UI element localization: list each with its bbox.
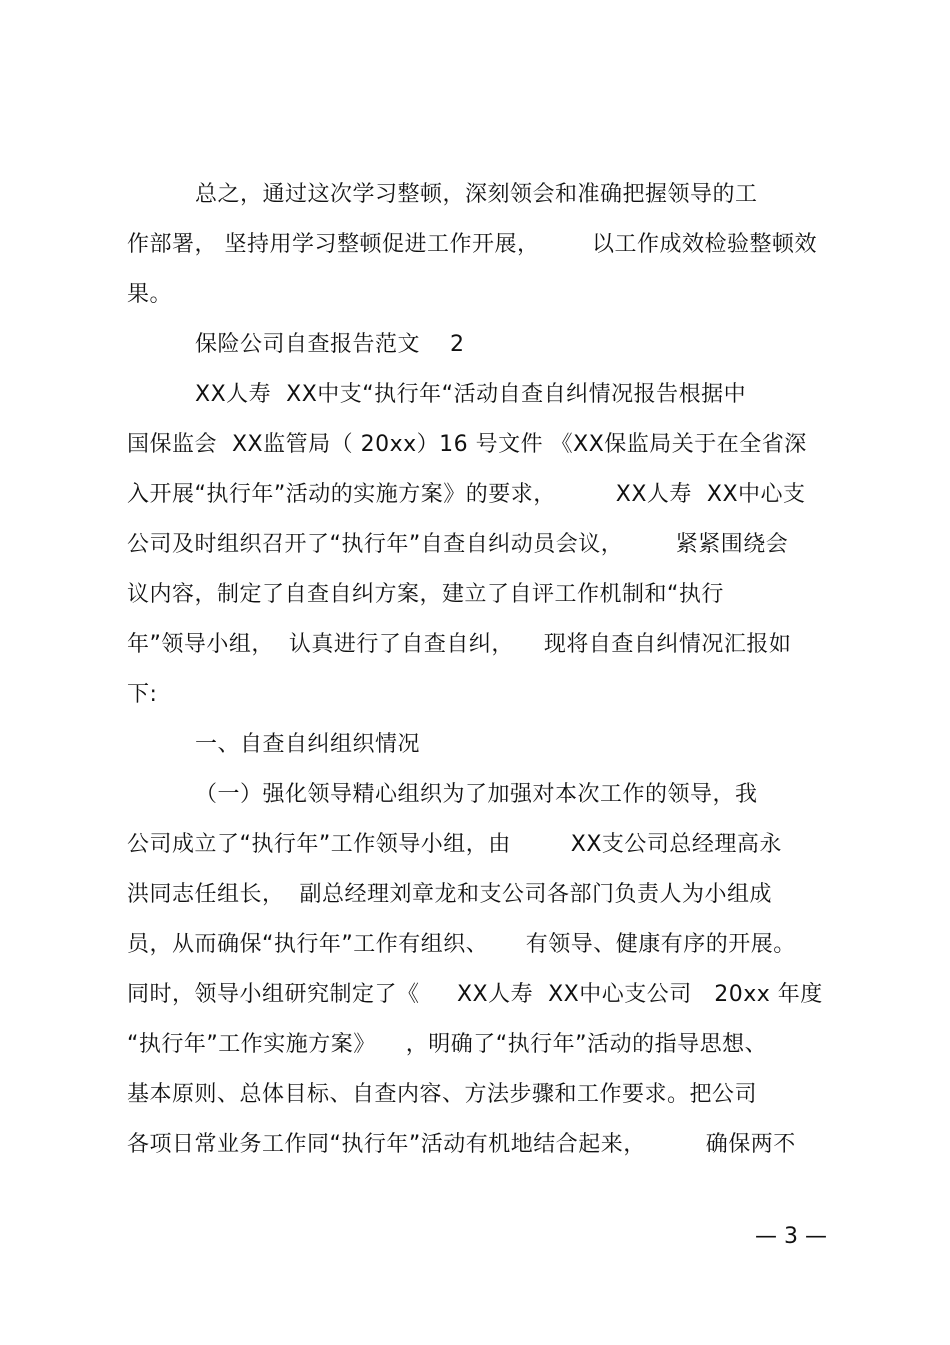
text-line: 国保监会 XX监管局（ 20xx）16 号文件 《XX保监局关于在全省深: [127, 432, 807, 457]
text-line: “执行年”工作实施方案》 ，明确了“执行年”活动的指导思想、: [127, 1032, 768, 1057]
text-line: 基本原则、总体目标、自查内容、方法步骤和工作要求。把公司: [127, 1082, 758, 1107]
text-line: 公司成立了“执行年”工作领导小组，由 XX支公司总经理高永: [127, 832, 782, 857]
text-line: 议内容，制定了自查自纠方案，建立了自评工作机制和“执行: [127, 582, 724, 607]
section-heading: 保险公司自查报告范文 2: [195, 332, 465, 357]
text-line: 入开展“执行年”活动的实施方案》的要求， XX人寿 XX中心支: [127, 482, 806, 507]
text-line: 同时，领导小组研究制定了《 XX人寿 XX中心支公司 20xx 年度: [127, 982, 823, 1007]
text-line: 下:: [127, 682, 158, 707]
text-line: 年”领导小组， 认真进行了自查自纠， 现将自查自纠情况汇报如: [127, 632, 792, 657]
text-line: XX人寿 XX中支“执行年“活动自查自纠情况报告根据中: [195, 382, 747, 407]
text-line: 洪同志任组长， 副总经理刘章龙和支公司各部门负责人为小组成: [127, 882, 772, 907]
section-heading: 一、自查自纠组织情况: [195, 732, 421, 757]
text-line: 总之，通过这次学习整顿，深刻领会和准确把握领导的工: [195, 182, 758, 207]
text-line: 作部署， 坚持用学习整顿促进工作开展， 以工作成效检验整顿效: [127, 232, 817, 257]
text-line: 各项日常业务工作同“执行年”活动有机地结合起来， 确保两不: [127, 1132, 796, 1157]
text-line: 果。: [127, 282, 173, 307]
text-line: 员，从而确保“执行年”工作有组织、 有领导、健康有序的开展。: [127, 932, 796, 957]
text-line: 公司及时组织召开了“执行年”自查自纠动员会议， 紧紧围绕会: [127, 532, 789, 557]
text-line: （一）强化领导精心组织为了加强对本次工作的领导，我: [195, 782, 758, 807]
page-number: — 3 —: [755, 1224, 827, 1249]
